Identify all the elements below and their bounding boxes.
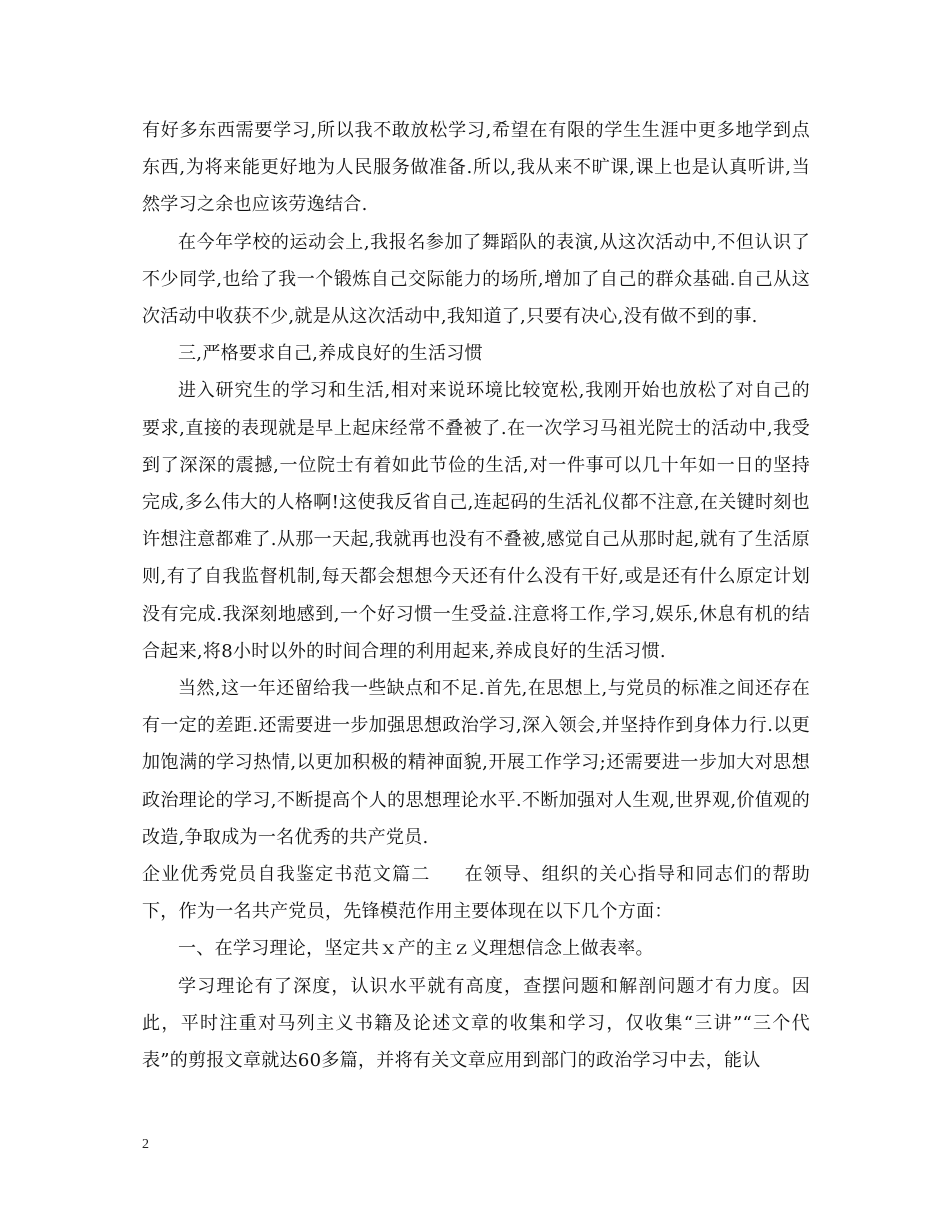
section-title: 企业优秀党员自我鉴定书范文篇二 — [142, 864, 431, 886]
section-heading-3: 三,严格要求自己,养成良好的生活习惯 — [178, 343, 483, 365]
paragraph-5: 当然,这一年还留给我一些缺点和不足.首先,在思想上,与党员的标准之间还存在有一定的差距.还需要进一步加强思想政治学习,深入领会,并坚持作到身体力行.以更加饱满的学习热情,以更加积极的精神面貌,开展工作学习;还需要进一步加大对思想政治理论的学习,不断提高个人的思想理论水平.不断加强对人生观,世界观,价值观的改造,争取成为一名优秀的共产党员. — [142, 678, 810, 848]
document-body — [142, 112, 810, 1079]
paragraph-1: 有好多东西需要学习,所以我不敢放松学习,希望在有限的学生生涯中更多地学到点东西,为将来能更好地为人民服务做准备.所以,我从来不旷课,课上也是认真听讲,当然学习之余也应该劳逸结合. — [142, 120, 810, 216]
paragraph-4: 进入研究生的学习和生活,相对来说环境比较宽松,我刚开始也放松了对自己的要求,直接的表现就是早上起床经常不叠被了.在一次学习马祖光院士的活动中,我受到了深深的震撼,一位院士有着如此节俭的生活,对一件事可以几十年如一日的坚持完成,多么伟大的人格啊!这使我反省自己,连起码的生活礼仪都不注意,在关键时刻也许想注意都难了.从那一天起,我就再也没有不叠被,感觉自己从那时起,就有了生活原则,有了自我监督机制,每天都会想想今天还有什么没有干好,或是还有什么原定计划没有完成.我深刻地感到,一个好习惯一生受益.注意将工作,学习,娱乐,休息有机的结合起来,将8小时以外的时间合理的利用起来,养成良好的生活习惯. — [142, 380, 810, 662]
paragraph-2: 在今年学校的运动会上,我报名参加了舞蹈队的表演,从这次活动中,不但认识了不少同学,也给了我一个锻炼自己交际能力的场所,增加了自己的群众基础.自己从这次活动中收获不少,就是从这次活动中,我知道了,只要有决心,没有做不到的事. — [142, 231, 810, 328]
section-title-paragraph — [142, 856, 810, 930]
paragraph-7: 学习理论有了深度，认识水平就有高度，查摆问题和解剖问题才有力度。因此，平时注重对马列主义书籍及论述文章的收集和学习，仅收集“三讲”“三个代表”的剪报文章就达60多篇，并将有关文章应用到部门的政治学习中去，能认 — [142, 975, 810, 1072]
page-number: 2 — [142, 1137, 149, 1152]
section-intro: 在领导、组织的关心指导和同志们的帮助下，作为一名共产党员，先锋模范作用主要体现在以下几个方面： — [142, 864, 810, 923]
paragraph-6: 一、在学习理论，坚定共ｘ产的主ｚ义理想信念上做表率。 — [178, 938, 654, 960]
